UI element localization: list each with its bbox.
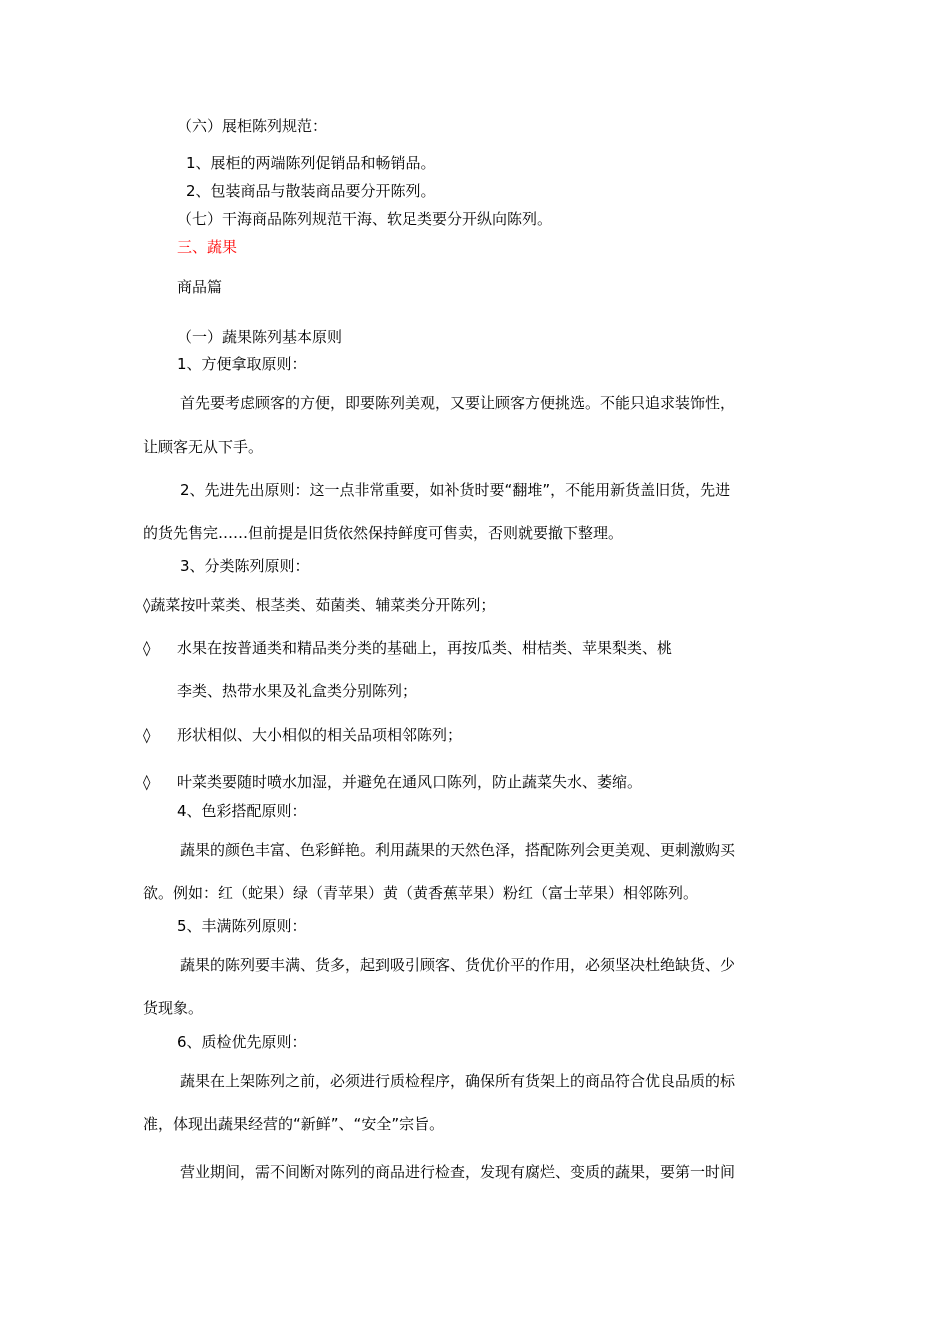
subheading-products: 商品篇 [177, 278, 223, 296]
paragraph-line: 的货先售完……但前提是旧货依然保持鲜度可售卖，否则就要撤下整理。 [143, 524, 624, 542]
bullet-item-continuation: 李类、热带水果及礼盒类分别陈列； [177, 682, 418, 700]
principle-5-title: 5、丰满陈列原则： [177, 917, 307, 935]
paragraph-line: 首先要考虑顾客的方便，即要陈列美观，又要让顾客方便挑选。不能只追求装饰性， [180, 394, 736, 412]
bullet-item: 叶菜类要随时喷水加湿，并避免在通风口陈列，防止蔬菜失水、萎缩。 [177, 773, 643, 791]
paragraph-line: 欲。例如：红（蛇果）绿（青苹果）黄（黄香蕉苹果）粉红（富士苹果）相邻陈列。 [143, 884, 699, 902]
section-heading-dried-seafood: （七）干海商品陈列规范干海、软足类要分开纵向陈列。 [177, 210, 553, 228]
section-heading-basic-principles: （一）蔬果陈列基本原则 [177, 328, 343, 346]
paragraph-line: 让顾客无从下手。 [143, 438, 264, 456]
paragraph-line: 货现象。 [143, 999, 204, 1017]
paragraph-line: 准，体现出蔬果经营的“新鲜”、“安全”宗旨。 [143, 1115, 445, 1133]
diamond-bullet-icon: ◊ [143, 773, 151, 791]
paragraph-line: 蔬果的陈列要丰满、货多，起到吸引顾客、货优价平的作用，必须坚决杜绝缺货、少 [180, 956, 736, 974]
diamond-bullet-icon: ◊ [143, 726, 151, 744]
paragraph-line: 营业期间，需不间断对陈列的商品进行检查，发现有腐烂、变质的蔬果，要第一时间 [180, 1163, 736, 1181]
principle-2-line: 2、先进先出原则：这一点非常重要，如补货时要“翻堆”，不能用新货盖旧货，先进 [180, 481, 731, 499]
list-item-2: 2、包装商品与散装商品要分开陈列。 [186, 182, 436, 200]
principle-1-title: 1、方便拿取原则： [177, 355, 307, 373]
principle-3-title: 3、分类陈列原则： [180, 557, 310, 575]
diamond-bullet-icon: ◊ [143, 639, 151, 657]
bullet-item: 形状相似、大小相似的相关品项相邻陈列； [177, 726, 463, 744]
principle-6-title: 6、质检优先原则： [177, 1033, 307, 1051]
principle-4-title: 4、色彩搭配原则： [177, 802, 307, 820]
bullet-item: ◊蔬菜按叶菜类、根茎类、茹菌类、辅菜类分开陈列； [143, 596, 496, 614]
list-item-1: 1、展柜的两端陈列促销品和畅销品。 [186, 154, 436, 172]
paragraph-line: 蔬果在上架陈列之前，必须进行质检程序，确保所有货架上的商品符合优良品质的标 [180, 1072, 736, 1090]
bullet-item: 水果在按普通类和精品类分类的基础上，再按瓜类、柑桔类、苹果梨类、桃 [177, 639, 673, 657]
paragraph-line: 蔬果的颜色丰富、色彩鲜艳。利用蔬果的天然色泽，搭配陈列会更美观、更刺激购买 [180, 841, 736, 859]
section-heading-display-cabinet: （六）展柜陈列规范： [177, 117, 328, 135]
chapter-heading-produce: 三、蔬果 [177, 238, 238, 256]
